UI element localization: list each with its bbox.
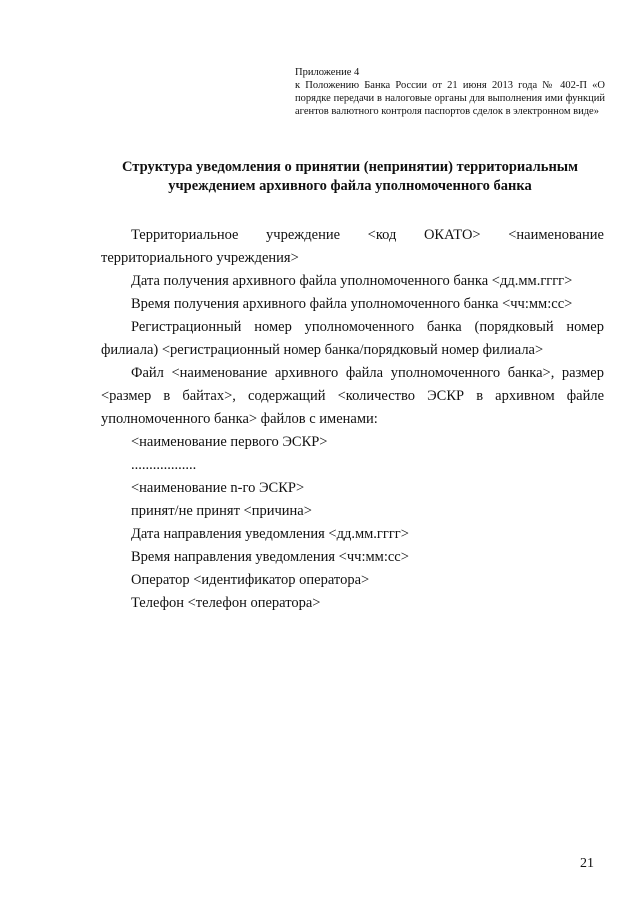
first-eskr-name-line: <наименование первого ЭСКР>: [131, 434, 328, 450]
page-number: 21: [580, 856, 594, 871]
receipt-date-paragraph: Дата получения архивного файла уполномоченного банка <дд.мм.гггг>: [131, 273, 573, 289]
accepted-status-line: принят/не принят <причина>: [131, 503, 312, 519]
ellipsis-line: ..................: [131, 457, 197, 473]
receipt-time-paragraph: Время получения архивного файла уполномоченного банка <чч:мм:сс>: [131, 296, 573, 312]
file-description-paragraph: Файл <наименование архивного файла уполномоченного банка>, размер <размер в байтах>, содержащий <количество ЭСКР в архивном файле уполномоченного банка> файлов с именами:: [101, 365, 604, 427]
nth-eskr-name-line: <наименование n-го ЭСКР>: [131, 480, 305, 496]
title-line-1: Структура уведомления о принятии (непринятии) территориальным: [122, 159, 578, 175]
document-title: [100, 158, 600, 196]
phone-line: Телефон <телефон оператора>: [131, 595, 321, 611]
registration-number-paragraph: Регистрационный номер уполномоченного банка (порядковый номер филиала) <регистрационный номер банка/порядковый номер филиала>: [101, 319, 604, 358]
notification-time-line: Время направления уведомления <чч:мм:сс>: [131, 549, 409, 565]
appendix-reference: к Положению Банка России от 21 июня 2013 года № 402-П «О порядке передачи в налоговые органы для выполнения ими функций агентов валютного контроля паспортов сделок в электронном виде»: [295, 80, 605, 117]
operator-line: Оператор <идентификатор оператора>: [131, 572, 370, 588]
appendix-header: [295, 66, 605, 118]
title-line-2: учреждением архивного файла уполномоченного банка: [168, 178, 532, 194]
notification-date-line: Дата направления уведомления <дд.мм.гггг>: [131, 526, 409, 542]
appendix-number: Приложение 4: [295, 67, 360, 78]
territorial-office-paragraph: Территориальное учреждение <код ОКАТО> <наименование территориального учреждения>: [101, 227, 604, 266]
document-body: [101, 224, 604, 615]
